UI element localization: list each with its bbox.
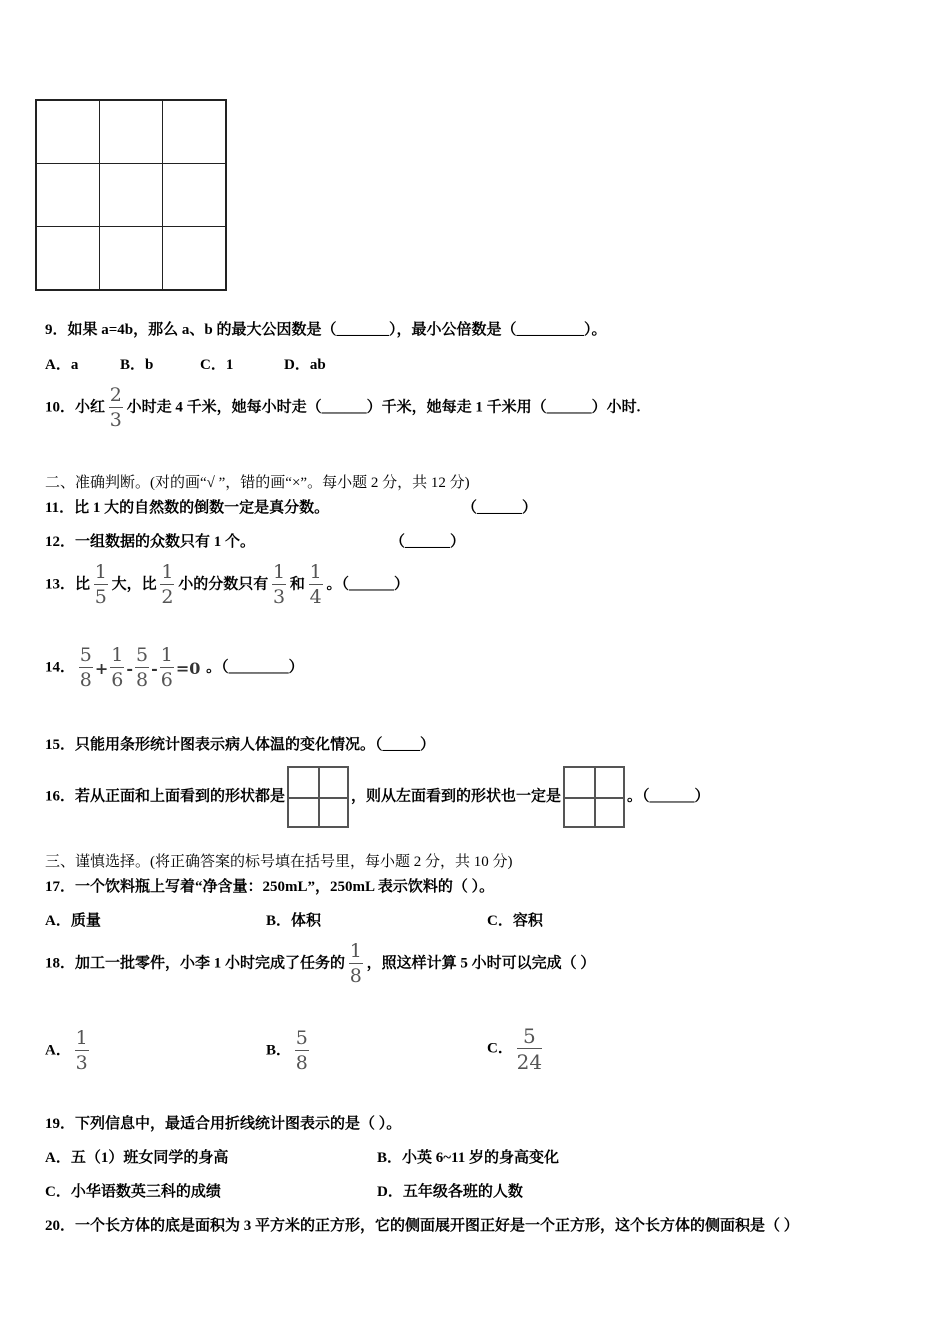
- question-15: 15．只能用条形统计图表示病人体温的变化情况。（_____）: [45, 737, 436, 753]
- question-19: 19．下列信息中，最适合用折线统计图表示的是（ ）。: [45, 1116, 402, 1132]
- fraction: $\frac{1}{8}$: [349, 940, 362, 987]
- fraction: $\frac{1}{4}$: [309, 561, 322, 608]
- fraction: $\frac{5}{8}$: [295, 1027, 308, 1074]
- q18-option-c: C． $\frac{5}{24}$: [487, 1024, 543, 1074]
- fraction: $\frac{1}{6}$: [111, 644, 124, 691]
- fraction: $\frac{5}{24}$: [516, 1024, 543, 1074]
- q17-option-b: B．体积: [266, 913, 322, 929]
- question-9: 9．如果 a=4b，那么 a、b 的最大公因数是（_______），最小公倍数是（_________）。: [45, 322, 607, 338]
- q17-option-c: C．容积: [487, 913, 543, 929]
- q17-option-a: A．质量: [45, 913, 101, 929]
- q9-option-b: B．b: [120, 357, 154, 373]
- q19-option-b: B．小英 6~11 岁的身高变化: [377, 1150, 559, 1166]
- fraction: $\frac{5}{8}$: [136, 644, 149, 691]
- q19-option-d: D．五年级各班的人数: [377, 1184, 523, 1200]
- question-14: 14． $\frac{5}{8}$ + $\frac{1}{6}$ - $\frac{5}{8}$ - $\frac{1}{6}$ =0 。（________）: [45, 644, 304, 691]
- square-2x2-figure: [563, 766, 625, 828]
- q18-option-a: A． $\frac{1}{3}$: [45, 1027, 88, 1074]
- q12-answer-blank: （______）: [390, 534, 466, 550]
- question-16: 16．若从正面和上面看到的形状都是 ，则从左面看到的形状也一定是 。（______）: [45, 766, 710, 828]
- question-13: 13．比 $\frac{1}{5}$ 大，比 $\frac{1}{2}$ 小的分数只有 $\frac{1}{3}$ 和 $\frac{1}{4}$ 。（______）: [45, 561, 409, 608]
- question-10: 10．小红 $\frac{2}{3}$ 小时走 4 千米，她每小时走（______）千米，她每走 1 千米用（______）小时.: [45, 384, 641, 431]
- section-2-title: 二、准确判断。(对的画“√ ”，错的画“×”。每小题 2 分，共 12 分): [45, 475, 470, 491]
- question-17: 17．一个饮料瓶上写着“净含量：250mL”，250mL 表示饮料的（ ）。: [45, 879, 495, 895]
- fraction: $\frac{2}{3}$: [109, 384, 122, 431]
- fraction: $\frac{5}{8}$: [79, 644, 92, 691]
- q11-answer-blank: （______）: [462, 500, 538, 516]
- question-12: 12．一组数据的众数只有 1 个。: [45, 534, 256, 550]
- grid-figure-3x3: [35, 99, 227, 291]
- fraction: $\frac{1}{6}$: [160, 644, 173, 691]
- fraction: $\frac{1}{3}$: [272, 561, 286, 608]
- q19-option-c: C．小华语数英三科的成绩: [45, 1184, 221, 1200]
- fraction: $\frac{1}{2}$: [161, 561, 174, 608]
- q9-option-a: A．a: [45, 357, 79, 373]
- section-3-title: 三、谨慎选择。(将正确答案的标号填在括号里，每小题 2 分，共 10 分): [45, 854, 513, 870]
- fraction: $\frac{1}{5}$: [94, 561, 107, 608]
- square-2x2-figure: [287, 766, 349, 828]
- fraction: $\frac{1}{3}$: [75, 1027, 88, 1074]
- q19-option-a: A．五（1）班女同学的身高: [45, 1150, 229, 1166]
- q9-option-c: C．1: [200, 357, 234, 373]
- question-18: 18．加工一批零件，小李 1 小时完成了任务的 $\frac{1}{8}$ ，照这样计算 5 小时可以完成（ ）: [45, 940, 596, 987]
- q9-option-d: D．ab: [284, 357, 326, 373]
- question-11: 11．比 1 大的自然数的倒数一定是真分数。: [45, 500, 330, 516]
- q18-option-b: B． $\frac{5}{8}$: [266, 1027, 308, 1074]
- question-20: 20．一个长方体的底是面积为 3 平方米的正方形，它的侧面展开图正好是一个正方形，这个长方体的侧面积是（ ）: [45, 1218, 799, 1234]
